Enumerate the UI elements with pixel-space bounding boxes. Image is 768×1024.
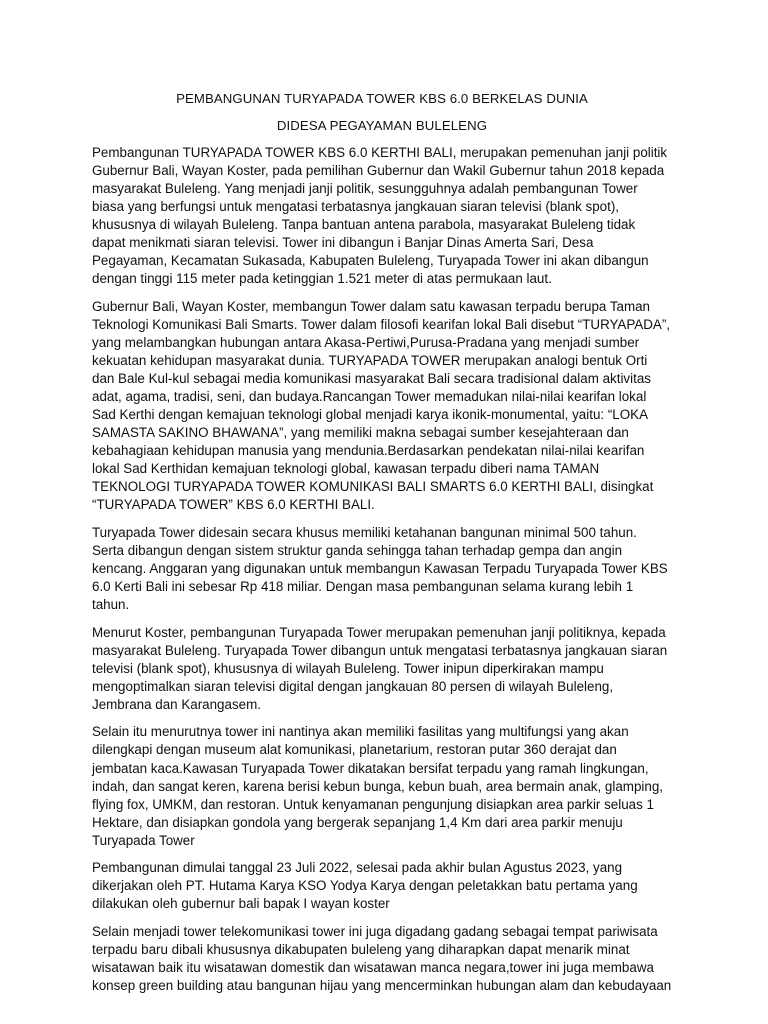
paragraph-7: Selain menjadi tower telekomunikasi tower ini juga digadang gadang sebagai tempat pariwisata terpadu baru dibali khususnya dikabupaten buleleng yang diharapkan dapat menarik minat wisatawan baik itu wisatawan domestik dan wisatawan manca negara,tower ini juga membawa konsep green building atau bangunan hijau yang mencerminkan hubungan alam dan kebudayaan xyxy=(92,923,672,994)
paragraph-1: Pembangunan TURYAPADA TOWER KBS 6.0 KERTHI BALI, merupakan pemenuhan janji politik Gubernur Bali, Wayan Koster, pada pemilihan Gubernur dan Wakil Gubernur tahun 2018 kepada masyarakat Buleleng. Yang menjadi janji politik, sesungguhnya adalah pembangunan Tower biasa yang berfungsi untuk mengatasi terbatasnya jangkauan siaran televisi (blank spot), khususnya di wilayah Buleleng. Tanpa bantuan antena parabola, masyarakat Buleleng tidak dapat menikmati siaran televisi. Tower ini dibangun i Banjar Dinas Amerta Sari, Desa Pegayaman, Kecamatan Sukasada, Kabupaten Buleleng, Turyapada Tower ini akan dibangun dengan tinggi 115 meter pada ketinggian 1.521 meter di atas permukaan laut. xyxy=(92,145,668,287)
paragraph-6: Pembangunan dimulai tanggal 23 Juli 2022, selesai pada akhir bulan Agustus 2023, yang dikerjakan oleh PT. Hutama Karya KSO Yodya Karya dengan peletakkan batu pertama yang dilakukan oleh gubernur bali bapak I wayan koster xyxy=(92,860,638,912)
paragraph-5: Selain itu menurutnya tower ini nantinya akan memiliki fasilitas yang multifungsi yang akan dilengkapi dengan museum alat komunikasi, planetarium, restoran putar 360 derajat dan jembatan kaca.Kawasan Turyapada Tower dikatakan bersifat terpadu yang ramah lingkungan, indah, dan sangat keren, karena berisi kebun bunga, kebun buah, area bermain anak, glamping, flying fox, UMKM, dan restoran. Untuk kenyamanan pengunjung disiapkan area parkir seluas 1 Hektare, dan disiapkan gondola yang bergerak sepanjang 1,4 Km dari area parkir menuju Turyapada Tower xyxy=(92,724,663,848)
paragraph-3: Turyapada Tower didesain secara khusus memiliki ketahanan bangunan minimal 500 tahun. Serta dibangun dengan sistem struktur ganda sehingga tahan terhadap gempa dan angin kencang. Anggaran yang digunakan untuk membangun Kawasan Terpadu Turyapada Tower KBS 6.0 Kerti Bali ini sebesar Rp 418 miliar. Dengan masa pembangunan selama kurang lebih 1 tahun. xyxy=(92,524,668,613)
document-subtitle: DIDESA PEGAYAMAN BULELENG xyxy=(276,118,488,133)
paragraph-2: Gubernur Bali, Wayan Koster, membangun Tower dalam satu kawasan terpadu berupa Taman Teknologi Komunikasi Bali Smarts. Tower dalam filosofi kearifan lokal Bali disebut “TURYAPADA”, yang melambangkan hubungan antara Akasa-Pertiwi,Purusa-Pradana yang menjadi sumber kekuatan kehidupan masyarakat dunia. TURYAPADA TOWER merupakan analogi bentuk Orti dan Bale Kul-kul sebagai media komunikasi masyarakat Bali secara tradisional dalam aktivitas adat, agama, tradisi, seni, dan budaya.Rancangan Tower memadukan nilai-nilai kearifan lokal Sad Kerthi dengan kemajuan teknologi global menjadi karya ikonik-monumental, yaitu: “LOKA SAMASTA SAKINO BHAWANA”, yang memiliki makna sebagai sumber kesejahteraan dan kebahagiaan kehidupan manusia yang mendunia.Berdasarkan pendekatan nilai-nilai kearifan lokal Sad Kerthidan kemajuan teknologi global, kawasan terpadu diberi nama TAMAN TEKNOLOGI TURYAPADA TOWER KOMUNIKASI BALI SMARTS 6.0 KERTHI BALI, disingkat “TURYAPADA TOWER” KBS 6.0 KERTHI BALI. xyxy=(92,298,671,513)
document-title: PEMBANGUNAN TURYAPADA TOWER KBS 6.0 BERKELAS DUNIA xyxy=(176,91,588,106)
document-body xyxy=(92,90,672,1005)
paragraph-4: Menurut Koster, pembangunan Turyapada Tower merupakan pemenuhan janji politiknya, kepada masyarakat Buleleng. Turyapada Tower dibangun untuk mengatasi terbatasnya jangkauan siaran televisi (blank spot), khususnya di wilayah Buleleng. Tower inipun diperkirakan mampu mengoptimalkan siaran televisi digital dengan jangkauan 80 persen di wilayah Buleleng, Jembrana dan Karangasem. xyxy=(92,624,668,712)
